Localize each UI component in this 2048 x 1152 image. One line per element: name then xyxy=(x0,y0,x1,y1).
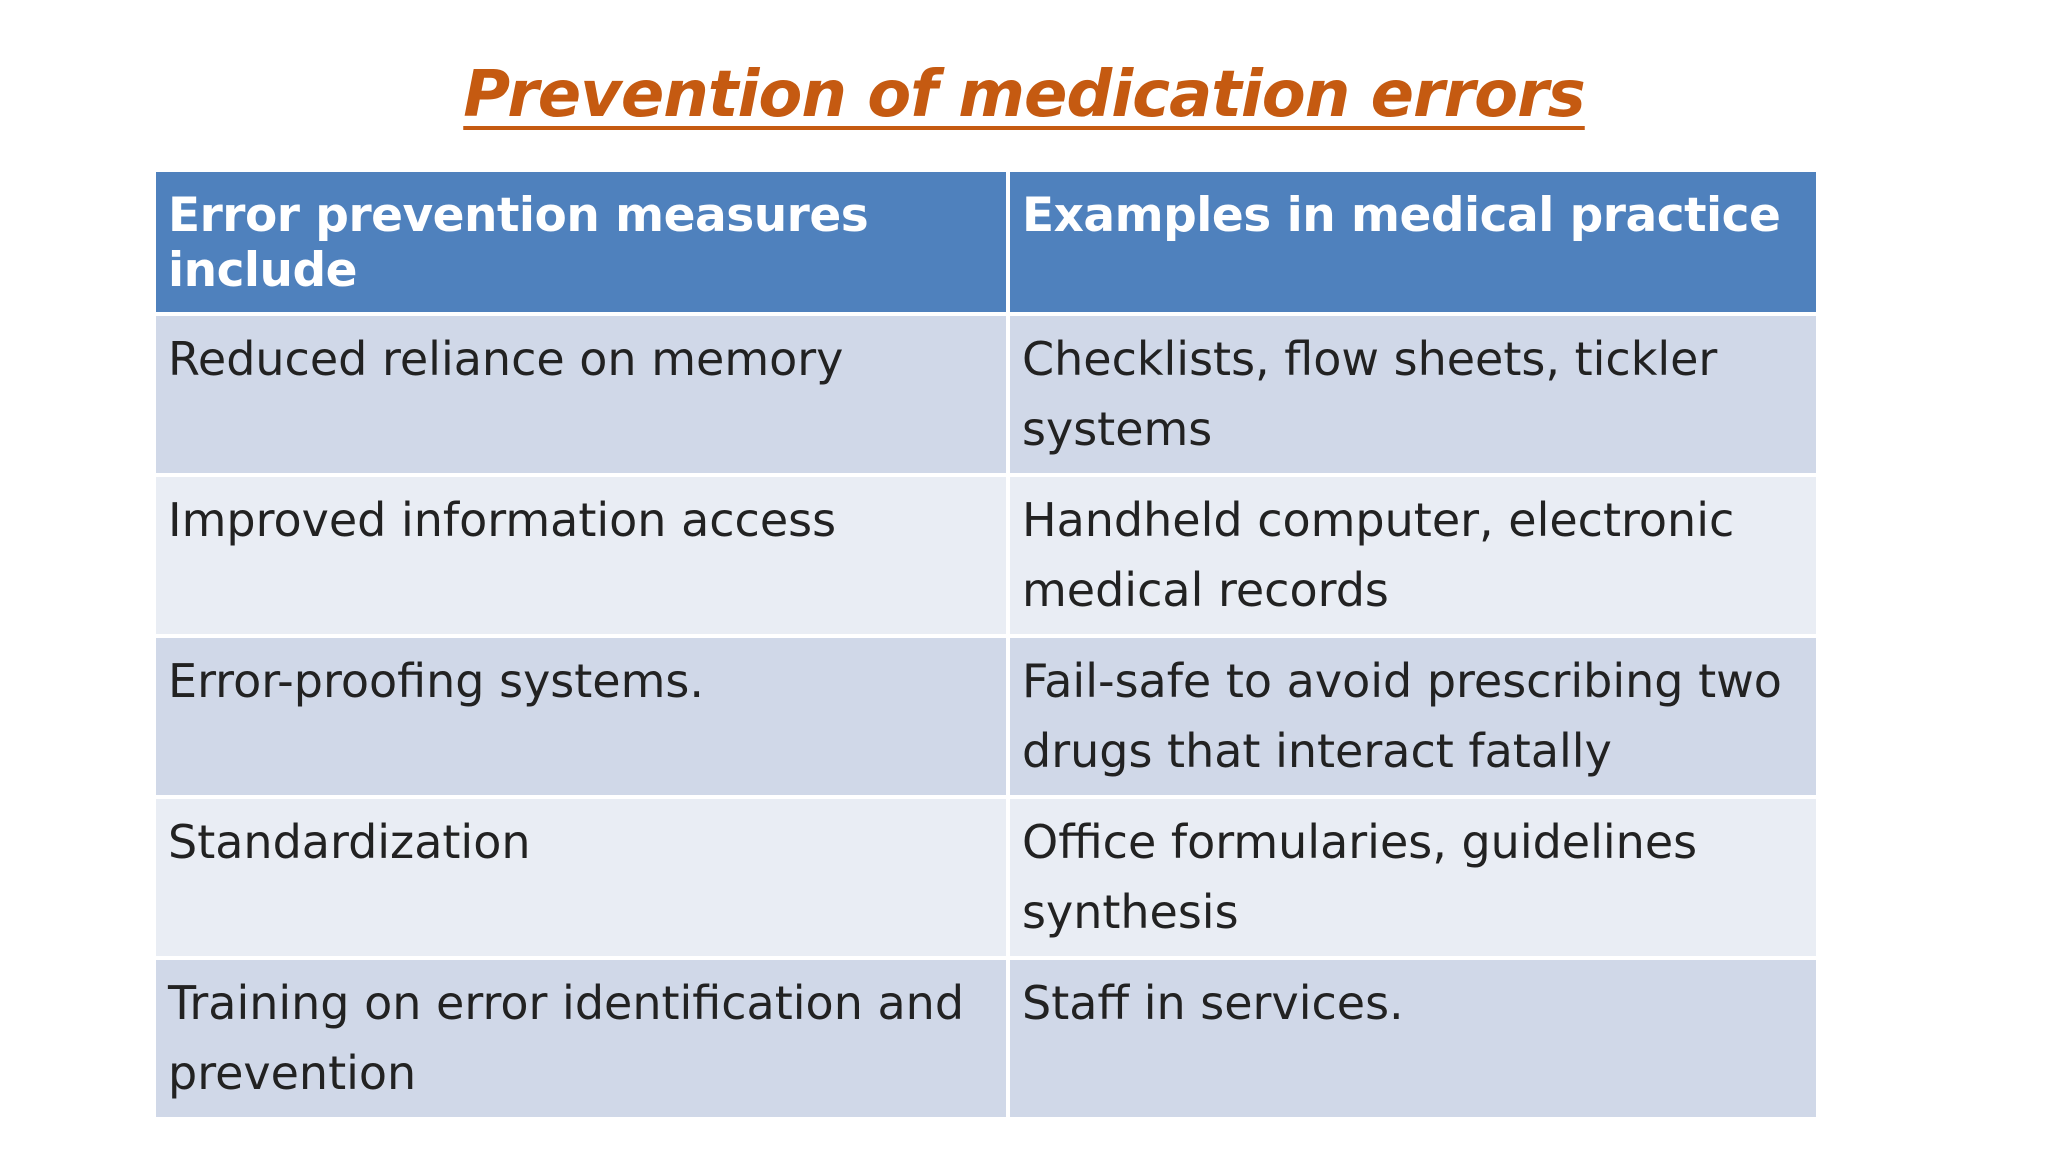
table-row xyxy=(156,314,1816,475)
table-header-row xyxy=(156,172,1816,314)
measure-cell: Training on error identification and prevention xyxy=(156,958,1008,1117)
example-cell: Handheld computer, electronic medical records xyxy=(1008,475,1816,636)
example-cell: Fail-safe to avoid prescribing two drugs that interact fatally xyxy=(1008,636,1816,797)
column-header-examples: Examples in medical practice xyxy=(1008,172,1816,314)
table-row xyxy=(156,475,1816,636)
measure-cell: Standardization xyxy=(156,797,1008,958)
table-row xyxy=(156,958,1816,1117)
table-row xyxy=(156,797,1816,958)
example-cell: Staff in services. xyxy=(1008,958,1816,1117)
measure-cell: Error-proofing systems. xyxy=(156,636,1008,797)
prevention-table xyxy=(156,172,1816,1117)
table-row xyxy=(156,636,1816,797)
example-cell: Office formularies, guidelines synthesis xyxy=(1008,797,1816,958)
page-title: Prevention of medication errors xyxy=(463,58,1585,132)
example-cell: Checklists, flow sheets, tickler systems xyxy=(1008,314,1816,475)
measure-cell: Reduced reliance on memory xyxy=(156,314,1008,475)
column-header-measures: Error prevention measures include xyxy=(156,172,1008,314)
measure-cell: Improved information access xyxy=(156,475,1008,636)
